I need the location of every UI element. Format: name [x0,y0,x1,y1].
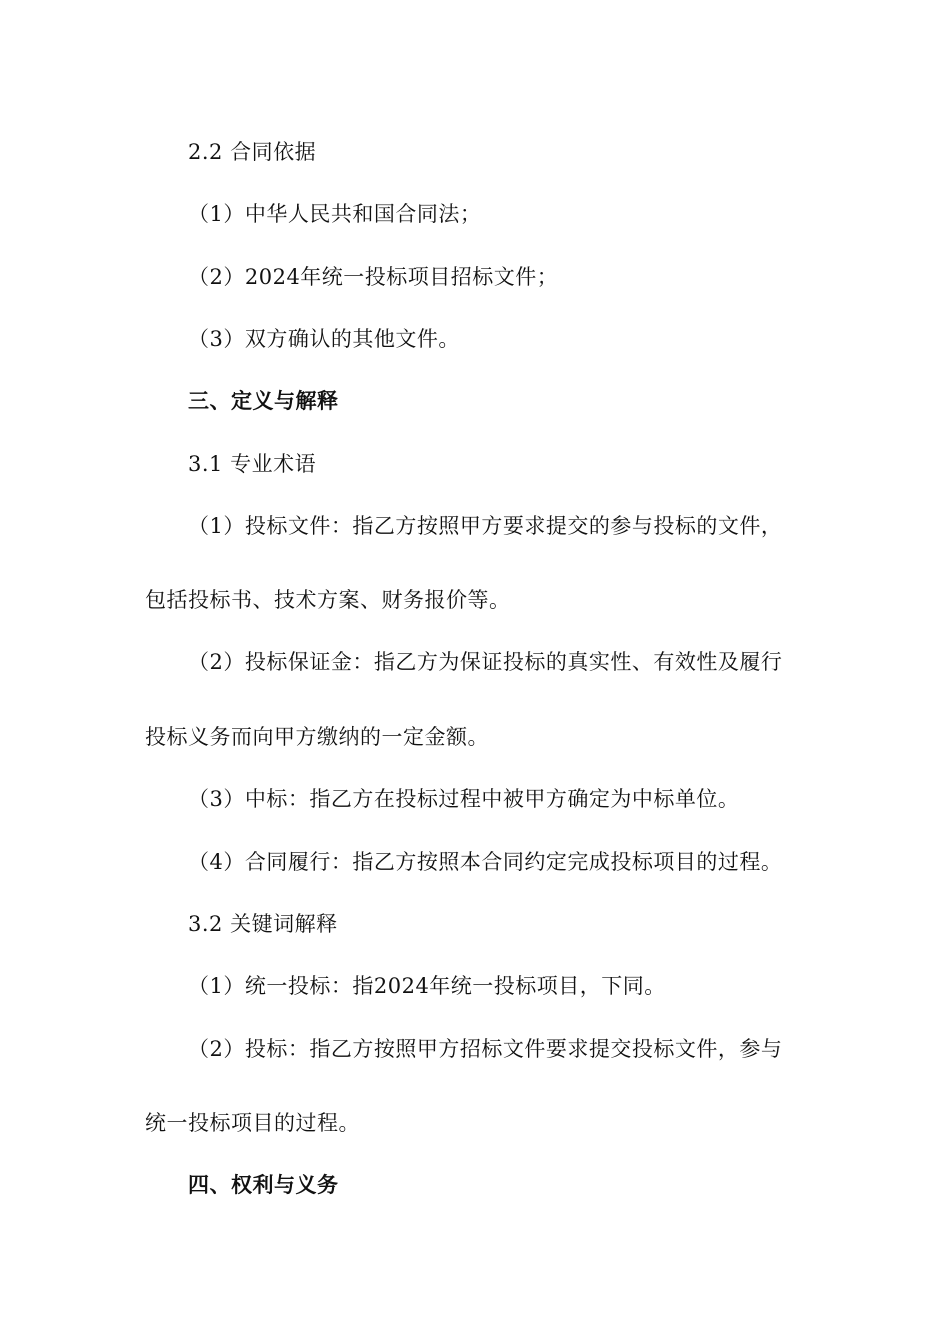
section-3-heading: 三、定义与解释 [188,388,339,413]
keyword-2-line-2: 统一投标项目的过程。 [145,1111,360,1135]
term-4: （4）合同履行：指乙方按照本合同约定完成投标项目的过程。 [188,850,783,874]
section-2-2-title: 2.2 合同依据 [188,140,317,164]
term-2-line-2: 投标义务而向甲方缴纳的一定金额。 [145,725,489,749]
basis-item-2: （2）2024年统一投标项目招标文件； [188,265,559,289]
keyword-1: （1）统一投标：指2024年统一投标项目，下同。 [188,974,666,998]
section-3-1-title: 3.1 专业术语 [188,452,317,476]
basis-item-1: （1）中华人民共和国合同法； [188,202,482,226]
term-1-line-2: 包括投标书、技术方案、财务报价等。 [145,588,511,612]
basis-item-3: （3）双方确认的其他文件。 [188,327,460,351]
section-4-heading: 四、权利与义务 [188,1172,339,1197]
term-1-line-1: （1）投标文件：指乙方按照甲方要求提交的参与投标的文件， [188,514,783,538]
keyword-2-line-1: （2）投标：指乙方按照甲方招标文件要求提交投标文件，参与 [188,1037,783,1061]
section-3-2-title: 3.2 关键词解释 [188,912,338,936]
term-3: （3）中标：指乙方在投标过程中被甲方确定为中标单位。 [188,787,740,811]
term-2-line-1: （2）投标保证金：指乙方为保证投标的真实性、有效性及履行 [188,650,783,674]
